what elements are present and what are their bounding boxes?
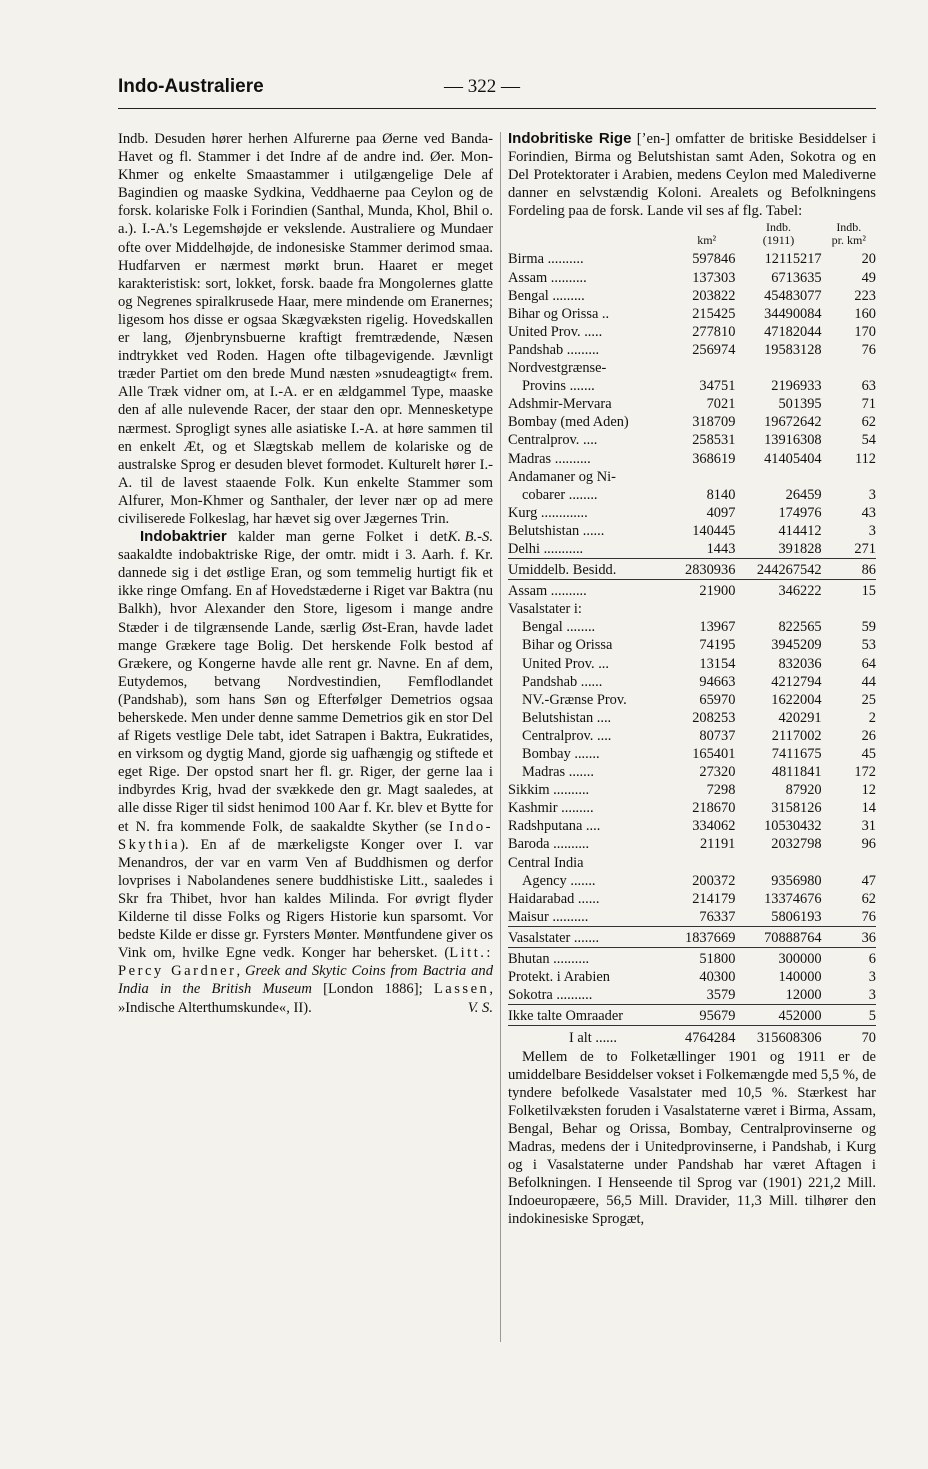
population: 9356980 (771, 872, 822, 889)
population: 12000 (785, 987, 822, 1004)
table-row (508, 305, 876, 323)
region-name: Delhi ........... (508, 540, 584, 557)
density: 26 (861, 727, 876, 744)
region-name: United Prov. ..... (508, 323, 603, 340)
table-row (508, 504, 876, 522)
area-km2: 256974 (692, 341, 736, 358)
table-row (508, 835, 876, 853)
area-km2: 7021 (706, 396, 736, 413)
area-km2: 4764284 (678, 1026, 735, 1048)
density: 160 (854, 305, 876, 322)
population: 19583128 (764, 341, 822, 358)
density: 172 (854, 764, 876, 781)
density: 31 (861, 818, 876, 835)
header-density: Indb. pr. km² (831, 220, 866, 248)
area-km2: 165401 (692, 746, 736, 762)
area-km2: 2830936 (678, 559, 735, 580)
density: 3 (868, 969, 876, 986)
population: 3945209 (771, 637, 822, 654)
area-km2: 318709 (692, 414, 736, 431)
entry-keyword-indobritiske-rige: Indobritiske Rige (508, 130, 632, 147)
table-row (508, 522, 876, 540)
table-row (508, 377, 876, 395)
density: 2 (868, 709, 876, 726)
region-name: Haidarabad ...... (508, 890, 600, 907)
density: 45 (861, 746, 876, 762)
table-row (508, 926, 876, 947)
density: 25 (861, 691, 876, 708)
population: 346222 (735, 580, 821, 601)
population: 26459 (785, 486, 822, 503)
region-name: Kurg ............. (508, 504, 588, 521)
table-row (508, 854, 876, 872)
table-row (508, 486, 876, 504)
table-section-other (508, 948, 876, 1048)
region-name: Assam .......... (508, 580, 678, 601)
area-km2: 203822 (692, 287, 736, 304)
region-name: Ikke talte Omraader (508, 1005, 678, 1026)
density: 44 (861, 673, 876, 690)
population: 10530432 (764, 818, 822, 835)
region-name: Protekt. i Arabien (508, 969, 610, 986)
table-row (508, 341, 876, 359)
region-name: Madras .......... (508, 450, 591, 467)
area-km2: 95679 (678, 1005, 735, 1026)
area-km2: 334062 (692, 818, 736, 835)
table-row (508, 468, 876, 486)
region-name: Radshputana .... (508, 818, 601, 835)
population: 45483077 (764, 287, 822, 304)
table-row (508, 1005, 876, 1026)
table-row (508, 359, 876, 377)
table-row (508, 600, 876, 618)
header-km2: km² (697, 233, 717, 248)
density: 54 (861, 432, 876, 449)
table-row (508, 559, 876, 580)
density (822, 600, 876, 618)
table-row (508, 763, 876, 781)
region-name: Bhutan .......... (508, 948, 678, 969)
density: 170 (854, 323, 876, 340)
population: 12115217 (764, 251, 822, 268)
author-gardner: Percy Gardner (118, 963, 237, 980)
region-name: cobarer ........ (522, 486, 598, 503)
region-name: Assam .......... (508, 269, 587, 286)
area-km2: 21900 (678, 580, 735, 601)
signature-kbs: K. B.-S. (447, 529, 493, 546)
population: 34490084 (764, 305, 822, 322)
region-name: Belutshistan ...... (508, 522, 605, 539)
table-row (508, 709, 876, 727)
area-km2: 200372 (692, 872, 736, 889)
area-km2 (678, 854, 735, 872)
population: 822565 (778, 619, 822, 636)
population: 501395 (778, 396, 822, 413)
density: 15 (822, 580, 876, 601)
region-name: Agency ....... (522, 872, 596, 889)
region-name: NV.-Grænse Prov. (522, 691, 627, 708)
population: 391828 (778, 540, 822, 557)
population: 2196933 (771, 378, 822, 395)
region-name: Belutshistan .... (522, 709, 612, 726)
population: 87920 (785, 782, 822, 799)
area-km2: 27320 (699, 764, 736, 781)
region-name: Bihar og Orissa (522, 637, 613, 654)
growth-paragraph: Mellem de to Folketællinger 1901 og 1911 er de umiddelbare Besiddelser vokset i Folkemængde med 5,5 %, de tyndere befolkede Vasalstater med 10,5 %. Stærkest har Folketilvæksten foruden i Vasalstaterne været i Birma, Assam, Bengal, Behar og Orissa, Bombay, Centralprovinserne og Madras, medens der i Unitedprovinserne, i Pandshab, i Kurg og i Vasalstaterne under Pandshab har været Aftagen i Befolkningen. I Henseende til Sprog var (1901) 221,2 Mill. Indoeuropæere, 56,5 Mill. Dravider, 11,3 Mill. tilhører den indokinesiske Sprogæt, (508, 1048, 877, 1228)
region-name: Nordvestgrænse- (508, 360, 607, 377)
density: 3 (868, 987, 876, 1004)
area-km2: 34751 (699, 378, 736, 395)
region-name: Sokotra .......... (508, 987, 593, 1004)
column-divider (500, 132, 501, 1342)
density: 96 (861, 836, 876, 853)
population: 414412 (778, 522, 822, 539)
density: 223 (854, 287, 876, 304)
table-row (508, 1026, 876, 1048)
density: 112 (854, 450, 876, 467)
region-name: Madras ....... (522, 764, 594, 781)
region-name: I alt ...... (508, 1026, 678, 1048)
density: 5 (822, 1005, 876, 1026)
area-km2: 368619 (692, 450, 736, 467)
population-table (508, 221, 876, 1047)
density: 36 (822, 926, 876, 947)
table-row (508, 872, 876, 890)
density: 3 (868, 522, 876, 539)
population: 452000 (735, 1005, 821, 1026)
region-name: Vasalstater ....... (508, 926, 678, 947)
area-km2: 4097 (706, 504, 736, 521)
region-name: Sikkim .......... (508, 782, 590, 799)
population: 4212794 (771, 673, 822, 690)
area-km2: 7298 (706, 782, 736, 799)
population: 300000 (735, 948, 821, 969)
table-row (508, 431, 876, 449)
area-km2: 208253 (692, 709, 736, 726)
density: 63 (861, 378, 876, 395)
area-km2: 65970 (699, 691, 736, 708)
indo-australiere-paragraph: Indb. Desuden hører herhen Alfurerne paa Øerne ved Banda-Havet og fl. Stammer i det Indre af de andre ind. Øer. Mon-Khmer og enkelte Smaastammer i utilgængelige Dele af Bagindien og maaske Sydkina, Veddhaerne paa Ceylon og de forsk. kolariske Folk i Forindien (Santhal, Munda, Khol, Bhil o. a.). I.-A.'s Legemshøjde er vekslende. Australiere og Mundaer ofte over Middelhøjde, de indonesiske Stammer derimod smaa. Hudfarven er nærmest mørkt brun. Haaret er meget karakteristisk: sort, lokket, forsk. baade fra Mongolernes glatte og Negrenes spiralkrusede Haar, mere mindende om Eranernes; ligesom hos disse er ogsaa Skægvæksten rigelig. Hovedskallen er lang, Øjenbrynsbuerne kraftigt fremtrædende, Næsen indtrykket ved Roden. Hagen ofte tilbagevigende. Jævnligt træder Partiet om den brede Mund næsten »snudeagtigt« frem. Alle Træk vidner om, at I.-A. er en ældgammel Type, maaske den af alle nulevende Racer, der staar den opr. Mennesketype nærmest. Sprogligt synes alle asiatiske I.-A. at høre sammen til en enkelt Æt, og et Slægtskab mellem de kolariske og de australske Sprog er desuden blevet formodet. Kulturelt hører I.-A. til de lavest staaende Folk. Kun enkelte Stammer som Alfurer, Mon-Khmer og Santhaler, der lever nær op ad mere civiliserede Folkeslag, har hævet sig over Jægernes Trin. K. B.-S. (118, 131, 493, 546)
population: 3158126 (771, 800, 822, 817)
region-name: Bengal ........ (522, 619, 596, 636)
table-row (508, 817, 876, 835)
indobritiske-rige-entry: Indobritiske Rige [ʼen-] omfatter de britiske Besiddelser i Forindien, Birma og Belutshistan samt Aden, Sokotra og en Del Protektorater i Arabien, medens Ceylon med Malediverne danner en selvstændig Koloni. Arealets og Befolkningens Fordeling paa de forsk. Lande vil ses af flg. Tabel: (508, 130, 877, 220)
region-name: Centralprov. .... (508, 432, 598, 449)
table-row (508, 250, 876, 268)
density: 76 (861, 341, 876, 358)
region-name: Central India (508, 854, 584, 871)
density: 86 (822, 559, 876, 580)
entry-keyword-indobaktrier: Indobaktrier (140, 528, 227, 546)
density: 53 (861, 637, 876, 654)
region-name: Bombay ....... (522, 746, 600, 762)
population: 2032798 (771, 836, 822, 853)
population (735, 854, 821, 872)
region-name: Baroda .......... (508, 836, 590, 853)
population: 4811841 (771, 764, 822, 781)
area-km2: 137303 (692, 269, 736, 286)
population: 5806193 (771, 908, 822, 925)
region-name: Maisur .......... (508, 908, 589, 925)
signature-vs: V. S. (467, 999, 493, 1016)
density (822, 359, 876, 377)
table-row (508, 395, 876, 413)
area-km2: 258531 (692, 432, 736, 449)
region-name: Provins ....... (522, 378, 595, 395)
population: 47182044 (764, 323, 822, 340)
area-km2: 8140 (706, 486, 736, 503)
table-row (508, 287, 876, 305)
header-indb: Indb. (1911) (762, 220, 795, 248)
population: 13916308 (764, 432, 822, 449)
density: 62 (861, 414, 876, 431)
area-km2: 3579 (706, 987, 736, 1004)
indobaktrier-entry: Indobaktrier kalder man gerne Folket i det saakaldte indobaktriske Rige, der omtr. midt i 3. Aarh. f. Kr. dannede sig i det østlige Eran, og som temmelig hurtigt fik et ikke ringe Omfang. En af Hovedstæderne i Riget var Baktra (nu Balkh), hvor Alexander den Store, ligesom i mange andre Stæder i de tilgrænsende Lande, særlig Øst-Eran, havde ladet mange Grækere tage Bolig. Det herskende Folk bestod af Grækere, og Kongerne havde alle rent gr. Navne. En af dem, Eutydemos, betvang Nordvestindien, Femflodlandet (Pandshab), som hans Søn og Efterfølger Demetrios ogsaa beherskede. Men under denne samme Demetrios gik en stor Del af Rigets vestlige Dele tabt, idet Satrapen i Baktra, Eukratides, en virksom og dygtig Mand, gjorde sig uafhængig og stiftede et eget Rige. Der opstod snart her fl. gr. Riger, der gerne laa i indbyrdes Krig, hvad der svækkede den gr. Magt saaledes, at alle disse Riger til sidst henimod 100 Aar f. Kr. blev et Bytte for et N. fra kommende Folk, de saakaldte Skyther (se Indo-Skythia). En af de mærkeligste Konger over I. var Menandros, der var en varm Ven af Buddhismen og derfor lovprises i Nabolandenes senere buddhistiske Litt., saaledes i Skr fra Thibet, hvor han kaldes Milinda. For øvrigt flyder Kilderne til disse Folks og Rigers Historie kun sparsomt. Vor bedste Kilde er disse gr. Fyrsters Mønter. Møntfundene giver os Vink om, hvilke Egne vedk. Konger har behersket. (Litt.: Percy Gardner, Greek and Skytic Coins from Bactria and India in the British Museum [London 1886]; Lassen, »Indische Alterthumskunde«, II). V. S. (118, 528, 494, 1016)
area-km2: 597846 (692, 251, 736, 268)
region-name: Kashmir ......... (508, 800, 594, 817)
area-km2 (678, 359, 735, 377)
region-name: Centralprov. .... (522, 727, 612, 744)
running-title: Indo-Australiere (118, 76, 264, 97)
density (822, 854, 876, 872)
region-name: United Prov. ... (522, 655, 610, 672)
region-name: Vasalstater i: (508, 601, 582, 618)
region-name: Pandshab ......... (508, 341, 600, 358)
area-km2: 140445 (692, 522, 736, 539)
table-row (508, 948, 876, 969)
book-title-coins: Greek and Skytic Coins from Bactria and India in the British Museum (118, 963, 494, 998)
table-row (508, 799, 876, 817)
table-row (508, 655, 876, 673)
table-header (508, 221, 876, 250)
table-row (508, 673, 876, 691)
table-row (508, 580, 876, 601)
table-row (508, 636, 876, 654)
population: 41405404 (764, 450, 822, 467)
table-row (508, 908, 876, 927)
population (735, 600, 821, 618)
density: 43 (861, 504, 876, 521)
density: 20 (861, 251, 876, 268)
population: 6713635 (771, 269, 822, 286)
area-km2: 94663 (699, 673, 736, 690)
table-row (508, 781, 876, 799)
area-km2: 215425 (692, 305, 736, 322)
density: 12 (861, 782, 876, 799)
density: 64 (861, 655, 876, 672)
area-km2: 76337 (699, 908, 736, 925)
right-column (508, 130, 876, 1228)
page-number: — 322 — (444, 76, 520, 97)
density: 70 (822, 1026, 876, 1048)
table-row (508, 727, 876, 745)
table-row (508, 413, 876, 431)
table-section-direct (508, 250, 876, 579)
region-name: Bihar og Orissa .. (508, 305, 610, 322)
population: 13374676 (764, 890, 822, 907)
population: 244267542 (735, 559, 821, 580)
area-km2: 40300 (699, 969, 736, 986)
population: 420291 (778, 709, 822, 726)
population: 70888764 (735, 926, 821, 947)
density: 47 (861, 872, 876, 889)
area-km2 (678, 600, 735, 618)
table-row (508, 618, 876, 636)
area-km2: 1837669 (678, 926, 735, 947)
population: 1622004 (771, 691, 822, 708)
population: 19672642 (764, 414, 822, 431)
area-km2: 80737 (699, 727, 736, 744)
area-km2: 74195 (699, 637, 736, 654)
density: 59 (861, 619, 876, 636)
area-km2: 1443 (706, 540, 736, 557)
table-row (508, 890, 876, 908)
density: 271 (854, 540, 876, 557)
population: 315608306 (735, 1026, 821, 1048)
density: 49 (861, 269, 876, 286)
cross-reference-indo-skythia[interactable]: Indo-Skythia (118, 818, 493, 853)
density: 71 (861, 396, 876, 413)
author-lassen: Lassen (433, 981, 490, 998)
area-km2: 13154 (699, 655, 736, 672)
population: 174976 (778, 504, 822, 521)
area-km2: 13967 (699, 619, 736, 636)
table-row (508, 745, 876, 763)
region-name: Andamaner og Ni- (508, 468, 616, 485)
population: 832036 (778, 655, 822, 672)
density: 76 (861, 908, 876, 925)
population: 140000 (778, 969, 822, 986)
population: 7411675 (771, 746, 822, 762)
table-row (508, 540, 876, 559)
density: 14 (861, 800, 876, 817)
area-km2: 51800 (678, 948, 735, 969)
table-row (508, 323, 876, 341)
page-header (118, 76, 876, 100)
table-row (508, 691, 876, 709)
population (735, 359, 821, 377)
table-row (508, 450, 876, 468)
table-section-vassal (508, 580, 876, 948)
area-km2: 277810 (692, 323, 736, 340)
table-row (508, 968, 876, 986)
density: 6 (822, 948, 876, 969)
region-name: Bengal ......... (508, 287, 585, 304)
region-name: Bombay (med Aden) (508, 414, 629, 431)
table-row (508, 269, 876, 287)
area-km2: 21191 (699, 836, 736, 853)
region-name: Adshmir-Mervara (508, 396, 612, 413)
population: 2117002 (771, 727, 822, 744)
density: 62 (861, 890, 876, 907)
density: 3 (868, 486, 876, 503)
region-name: Umiddelb. Besidd. (508, 559, 678, 580)
region-name: Pandshab ...... (522, 673, 603, 690)
region-name: Birma .......... (508, 251, 584, 268)
area-km2: 214179 (692, 890, 736, 907)
density (822, 468, 876, 486)
header-rule (118, 108, 876, 109)
area-km2: 218670 (692, 800, 736, 817)
table-row (508, 986, 876, 1005)
left-column (118, 130, 493, 1017)
population (735, 468, 821, 486)
area-km2 (678, 468, 735, 486)
